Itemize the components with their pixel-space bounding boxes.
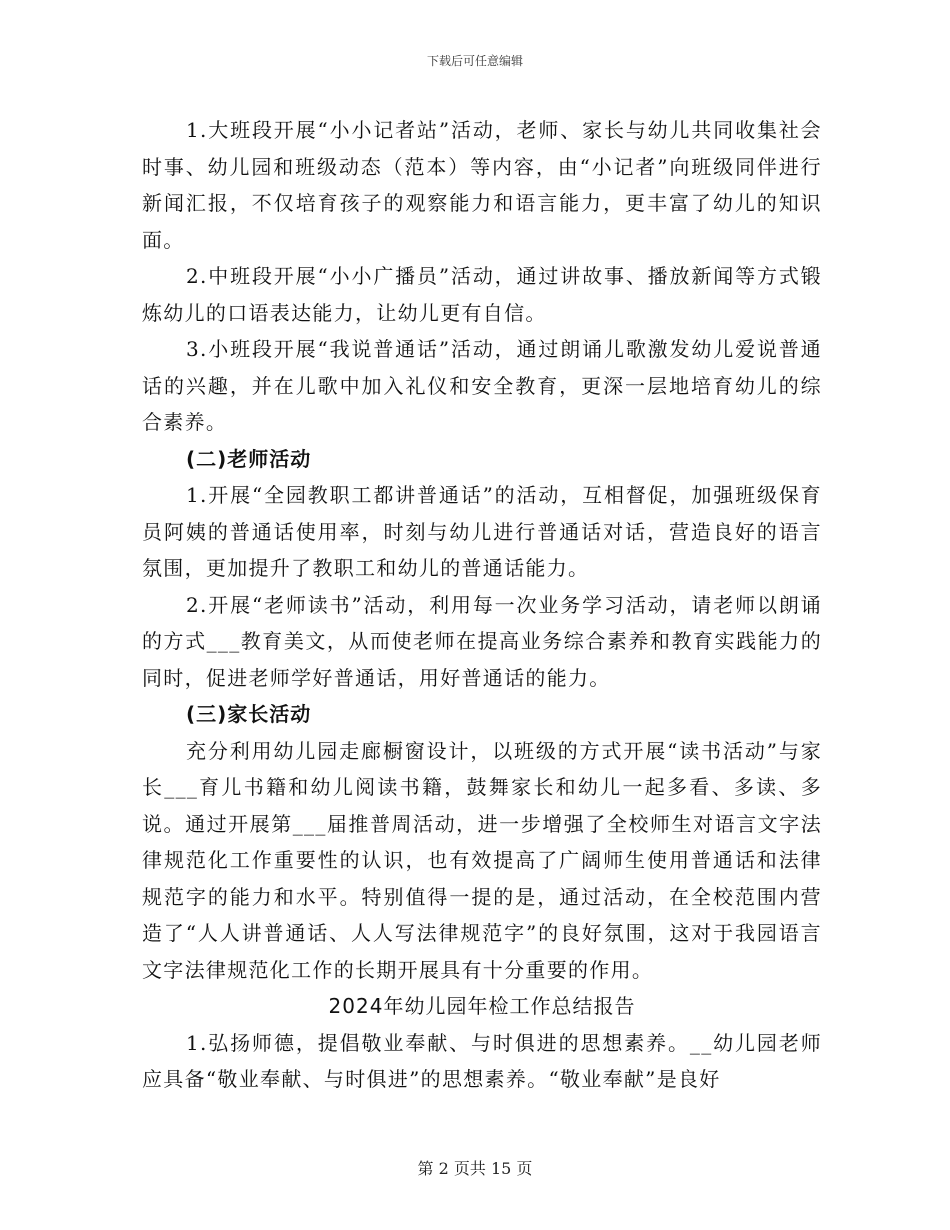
page-header: 下载后可任意编辑 [426, 54, 523, 68]
paragraph-i-speak-mandarin: 3.小班段开展“我说普通话”活动，通过朗诵儿歌激发幼儿爱说普通话的兴趣，并在儿歌中加入礼仪和安全教育，更深一层地培育幼儿的综合素养。 [142, 337, 822, 434]
document-body [142, 112, 822, 1098]
page-footer: 第 2 页共 15 页 [417, 1159, 533, 1178]
section-heading-teacher-activities: (二)老师活动 [186, 446, 312, 471]
report-title: 2024年幼儿园年检工作总结报告 [328, 994, 636, 1018]
paragraph-parent-reading: 充分利用幼儿园走廊橱窗设计，以班级的方式开展“读书活动”与家长___育儿书籍和幼儿阅读书籍，鼓舞家长和幼儿一起多看、多读、多说。通过开展第___届推普周活动，进一步增强了全校师生对语言文字法律规范化工作重要性的认识，也有效提高了广阔师生使用普通话和法律规范字的能力和水平。特别值得一提的是，通过活动，在全校范围内营造了“人人讲普通话、人人写法律规范字”的良好氛围，这对于我园语言文字法律规范化工作的长期开展具有十分重要的作用。 [142, 738, 822, 982]
section-heading-parent-activities: (三)家长活动 [186, 702, 312, 726]
paragraph-staff-mandarin: 1.开展“全园教职工都讲普通话”的活动，互相督促，加强班级保育员阿姨的普通话使用率，时刻与幼儿进行普通话对话，营造良好的语言氛围，更加提升了教职工和幼儿的普通话能力。 [142, 483, 822, 580]
paragraph-reporter-station: 1.大班段开展“小小记者站”活动，老师、家长与幼儿共同收集社会时事、幼儿园和班级动态（范本）等内容，由“小记者”向班级同伴进行新闻汇报，不仅培育孩子的观察能力和语言能力，更丰富了幼儿的知识面。 [142, 118, 822, 252]
paragraph-little-broadcaster: 2.中班段开展“小小广播员”活动，通过讲故事、播放新闻等方式锻炼幼儿的口语表达能力，让幼儿更有自信。 [142, 264, 822, 325]
paragraph-teacher-ethics: 1.弘扬师德，提倡敬业奉献、与时俱进的思想素养。__幼儿园老师应具备“敬业奉献、与时俱进”的思想素养。“敬业奉献”是良好 [142, 1030, 822, 1091]
paragraph-teacher-reading: 2.开展“老师读书”活动，利用每一次业务学习活动，请老师以朗诵的方式___教育美文，从而使老师在提高业务综合素养和教育实践能力的同时，促进老师学好普通话，用好普通话的能力。 [142, 592, 822, 690]
